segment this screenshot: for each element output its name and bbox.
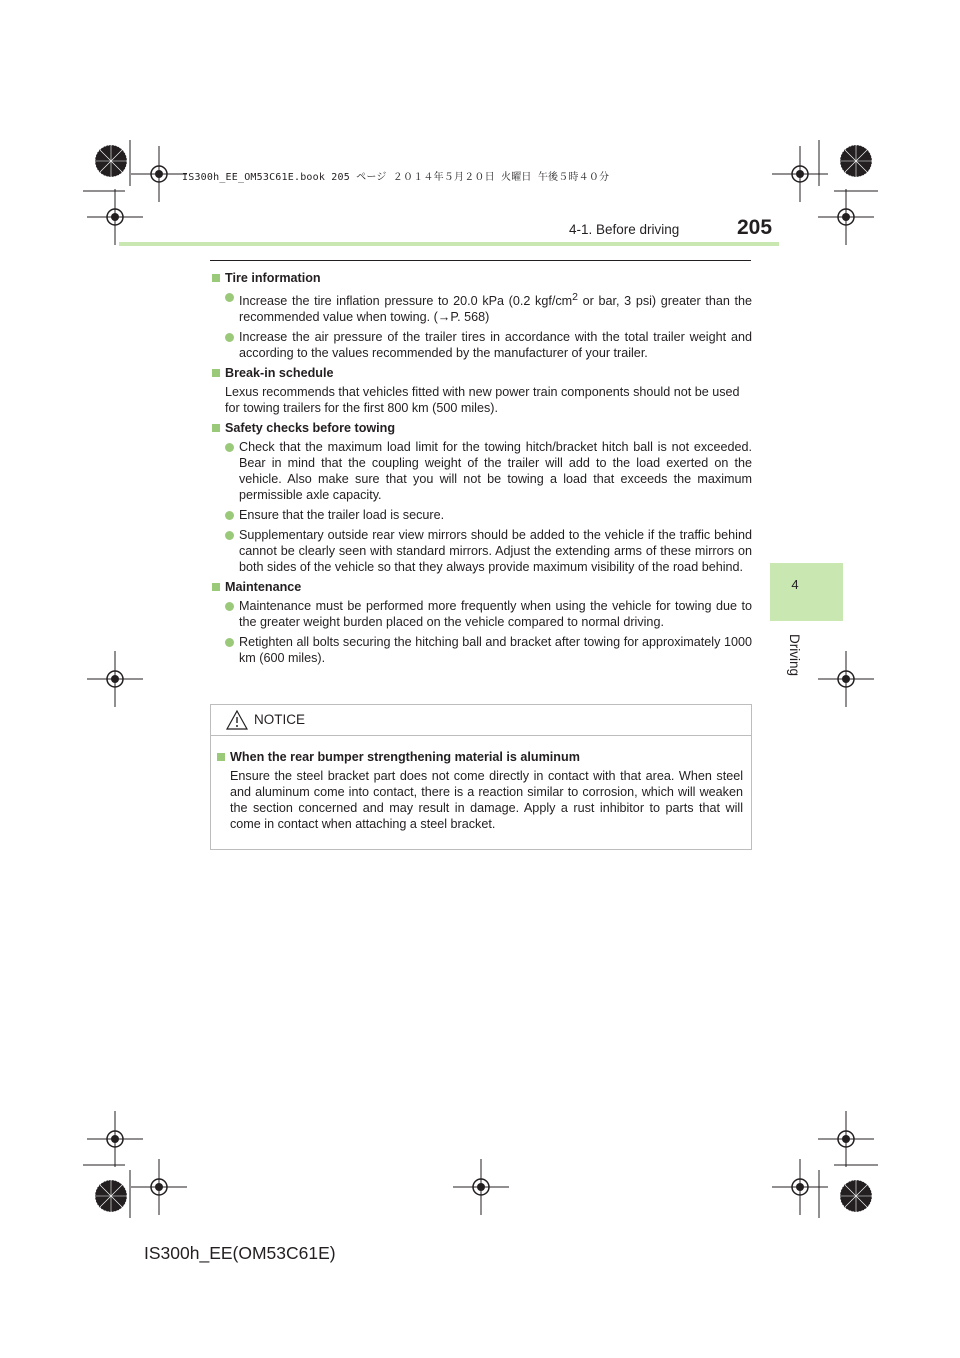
registration-mark (87, 1111, 143, 1167)
square-bullet-icon (212, 369, 220, 377)
chapter-number: 4 (791, 577, 799, 592)
round-bullet-icon (225, 511, 234, 520)
superscript: 2 (572, 291, 578, 303)
warning-triangle-icon (226, 710, 248, 730)
section-title: 4-1. Before driving (569, 222, 680, 237)
notice-label: NOTICE (254, 712, 306, 727)
round-bullet-icon (225, 443, 234, 452)
section-tire-information (212, 270, 752, 361)
notice-box (210, 704, 752, 850)
round-bullet-icon (225, 531, 234, 540)
star-target-mark (95, 145, 127, 177)
square-bullet-icon (212, 424, 220, 432)
registration-mark (818, 189, 874, 245)
registration-mark (131, 1159, 187, 1215)
round-bullet-icon (225, 333, 234, 342)
star-target-mark (840, 145, 872, 177)
notice-text: Ensure the steel bracket part does not come directly in contact with that area. When steel and aluminum come into contact, there is a reaction similar to corrosion, which will weaken the section concerned and may result in damage. Apply a rust inhibitor to parts that will come in contact when attaching a steel bracket. (230, 769, 743, 831)
square-bullet-icon (212, 274, 220, 282)
registration-mark (818, 1111, 874, 1167)
page-number: 205 (737, 216, 773, 239)
chapter-label: Driving (787, 634, 802, 677)
header-bar (119, 242, 779, 246)
star-target-mark (840, 1180, 872, 1212)
paragraph: Lexus recommends that vehicles fitted with new power train components should not be used for towing trailers for the first 800 km (500 miles). (225, 385, 740, 416)
chapter-tab (770, 563, 843, 621)
section-heading: Maintenance (212, 579, 752, 595)
list-item: Increase the air pressure of the trailer tires in accordance with the total trailer weight and according to the values recommended by the manufacturer of your trailer. (212, 329, 752, 361)
section-break-in-schedule (212, 365, 752, 416)
registration-mark (453, 1159, 509, 1215)
main-content (212, 270, 752, 670)
notice-header (211, 705, 751, 736)
list-item: Maintenance must be performed more frequently when using the vehicle for towing due to the greater weight burden placed on the vehicle compared to normal driving. (212, 598, 752, 630)
registration-mark (87, 189, 143, 245)
registration-mark (131, 146, 187, 202)
model-code: IS300h_EE(OM53C61E) (144, 1243, 336, 1263)
round-bullet-icon (225, 638, 234, 647)
list-item: Increase the tire inflation pressure to 20.0 kPa (0.2 kgf/$cm^2$ or bar, 3 psi) greater than the recommended value when towing. (→P. 568) (212, 289, 752, 325)
round-bullet-icon (225, 293, 234, 302)
list-item: Check that the maximum load limit for the towing hitch/bracket hitch ball is not exceeded. Bear in mind that the coupling weight of the trailer will add to the load exerted on the vehicle. Also make sure that you will not be towing a load that exceeds the maximum permissible axle capacity. (212, 439, 752, 503)
notice-body (217, 749, 743, 836)
header-rule (210, 260, 751, 261)
section-safety-checks (212, 420, 752, 575)
square-bullet-icon (212, 583, 220, 591)
list-item: Supplementary outside rear view mirrors should be added to the vehicle if the traffic behind cannot be clearly seen with standard mirrors. Adjust the extending arms of these mirrors on both sides of the vehicle so that they always provide maximum visibility of the road behind. (212, 527, 752, 575)
registration-mark (87, 651, 143, 707)
registration-mark (772, 146, 828, 202)
registration-mark (818, 651, 874, 707)
round-bullet-icon (225, 602, 234, 611)
section-heading: Tire information (212, 270, 752, 286)
star-target-mark (95, 1180, 127, 1212)
list-item: Retighten all bolts securing the hitching ball and bracket after towing for approximately 1000 km (600 miles). (212, 634, 752, 666)
print-info: IS300h_EE_OM53C61E.book 205 ページ ２０１４年５月２０日 火曜日 午後５時４０分 (182, 172, 610, 183)
section-heading: Break-in schedule (212, 365, 752, 381)
registration-mark (772, 1159, 828, 1215)
section-maintenance (212, 579, 752, 666)
section-heading: Safety checks before towing (212, 420, 752, 436)
square-bullet-icon (217, 753, 225, 761)
notice-heading: When the rear bumper strengthening material is aluminum (217, 749, 743, 765)
list-item: Ensure that the trailer load is secure. (212, 507, 752, 523)
